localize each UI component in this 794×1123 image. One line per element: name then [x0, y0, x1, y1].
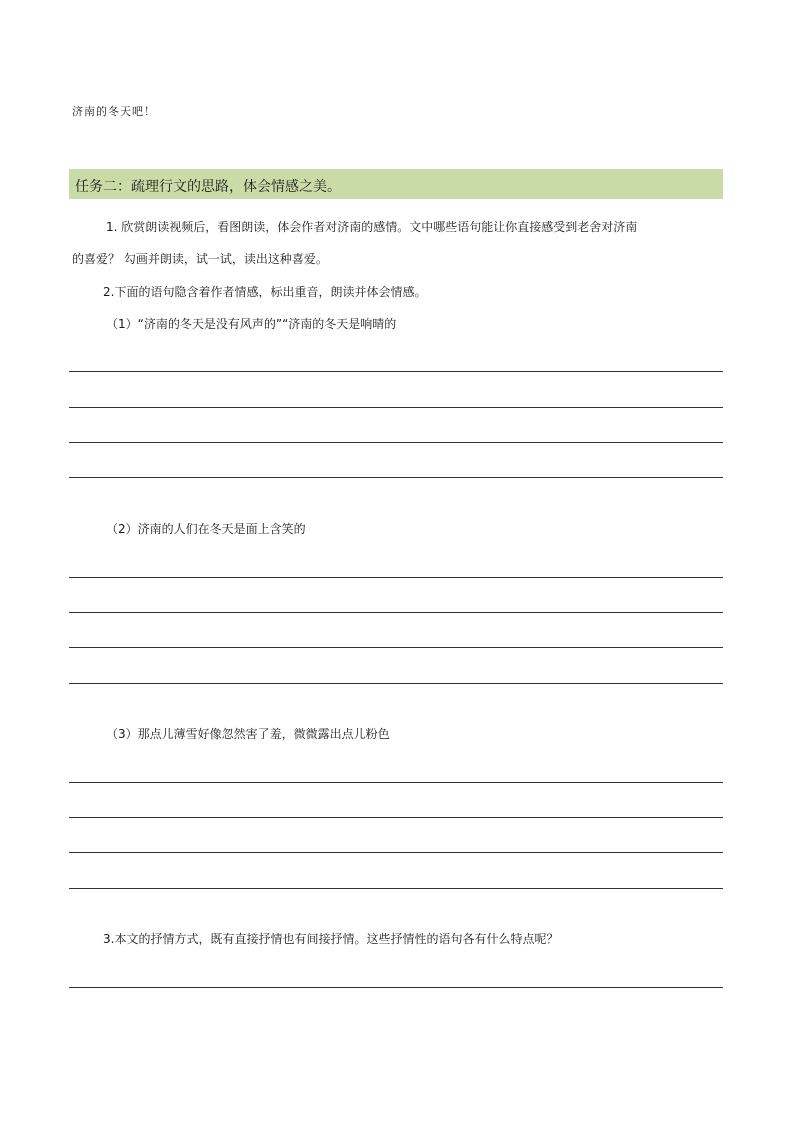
- answer-line[interactable]: [69, 477, 723, 478]
- answer-line[interactable]: [69, 371, 723, 372]
- question-1-line-1: 1. 欣赏朗读视频后，看图朗读，体会作者对济南的感情。文中哪些语句能让你直接感受到老舍对济南: [106, 220, 638, 234]
- answer-line[interactable]: [69, 987, 723, 988]
- sub-question-2: （2）济南的人们在冬天是面上含笑的: [106, 522, 306, 536]
- sub-question-1: （1）“济南的冬天是没有风声的”“济南的冬天是响晴的: [106, 317, 397, 331]
- sub-question-3: （3）那点儿薄雪好像忽然害了羞，微微露出点儿粉色: [106, 727, 390, 741]
- answer-line[interactable]: [69, 647, 723, 648]
- answer-line[interactable]: [69, 683, 723, 684]
- task-title: 任务二：疏理行文的思路，体会情感之美。: [75, 179, 341, 195]
- answer-line[interactable]: [69, 782, 723, 783]
- answer-line[interactable]: [69, 817, 723, 818]
- answer-line[interactable]: [69, 407, 723, 408]
- answer-line[interactable]: [69, 577, 723, 578]
- answer-line[interactable]: [69, 442, 723, 443]
- question-3: 3.本文的抒情方式，既有直接抒情也有间接抒情。这些抒情性的语句各有什么特点呢？: [103, 932, 559, 946]
- task-banner: [69, 169, 723, 199]
- answer-line[interactable]: [69, 888, 723, 889]
- answer-line[interactable]: [69, 612, 723, 613]
- answer-line[interactable]: [69, 852, 723, 853]
- question-1-line-2: 的喜爱？ 勾画并朗读，试一试，读出这种喜爱。: [72, 252, 328, 266]
- question-2: 2.下面的语句隐含着作者情感，标出重音，朗读并体会情感。: [103, 285, 427, 299]
- intro-text: 济南的冬天吧！: [72, 105, 156, 118]
